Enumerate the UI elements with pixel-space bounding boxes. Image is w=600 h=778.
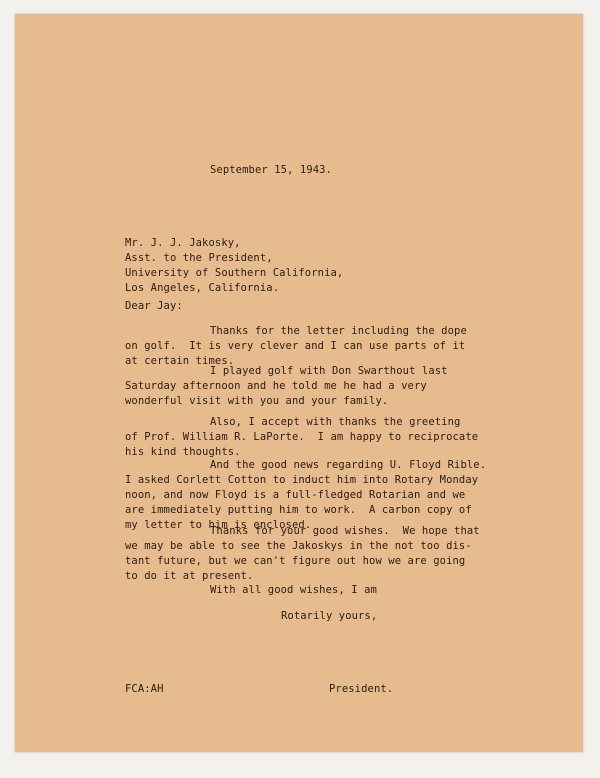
paragraph-line: I played golf with Don Swarthout last (210, 365, 448, 377)
paragraph-line: we may be able to see the Jakoskys in the not too dis- (125, 540, 472, 552)
paragraph-line: his kind thoughts. (125, 446, 241, 458)
paragraph-line: tant future, but we can't figure out how we are going (125, 555, 466, 567)
reference-initials: FCA:AH (125, 683, 164, 695)
closing-line: With all good wishes, I am (210, 584, 377, 596)
paragraph-line: Thanks for your good wishes. We hope that (210, 525, 480, 537)
paragraph-line: I asked Corlett Cotton to induct him into Rotary Monday (125, 474, 479, 486)
address-line: Los Angeles, California. (125, 282, 280, 294)
address-line: Asst. to the President, (125, 252, 273, 264)
paragraph-line: of Prof. William R. LaPorte. I am happy to reciprocate (125, 431, 479, 443)
paragraph-1 (125, 324, 467, 369)
paragraph-line: Also, I accept with thanks the greeting (210, 416, 461, 428)
paragraph-line: wonderful visit with you and your family. (125, 395, 389, 407)
paragraph-line: my letter to him is enclosed. (125, 519, 312, 531)
inside-address (125, 236, 343, 296)
paragraph-line: And the good news regarding U. Floyd Rible. (210, 459, 487, 471)
paragraph-line: to do it at present. (125, 570, 254, 582)
paragraph-line: at certain times. (125, 355, 235, 367)
paragraph-line: Saturday afternoon and he told me he had a very (125, 380, 427, 392)
letter-date: September 15, 1943. (210, 164, 333, 176)
paragraph-line: Thanks for the letter including the dope (210, 325, 467, 337)
paragraph-line: on golf. It is very clever and I can use parts of it (125, 340, 466, 352)
address-line: Mr. J. J. Jakosky, (125, 237, 241, 249)
paragraph-4 (125, 458, 486, 533)
paragraph-line: are immediately putting him to work. A carbon copy of (125, 504, 472, 516)
address-line: University of Southern California, (125, 267, 344, 279)
paragraph-line: noon, and now Floyd is a full-fledged Rotarian and we (125, 489, 466, 501)
salutation: Dear Jay: (125, 300, 183, 312)
paragraph-5 (125, 524, 480, 584)
complimentary-close: Rotarily yours, (281, 610, 378, 622)
paragraph-2 (125, 364, 448, 409)
paragraph-3 (125, 415, 478, 460)
signer-title: President. (329, 683, 394, 695)
